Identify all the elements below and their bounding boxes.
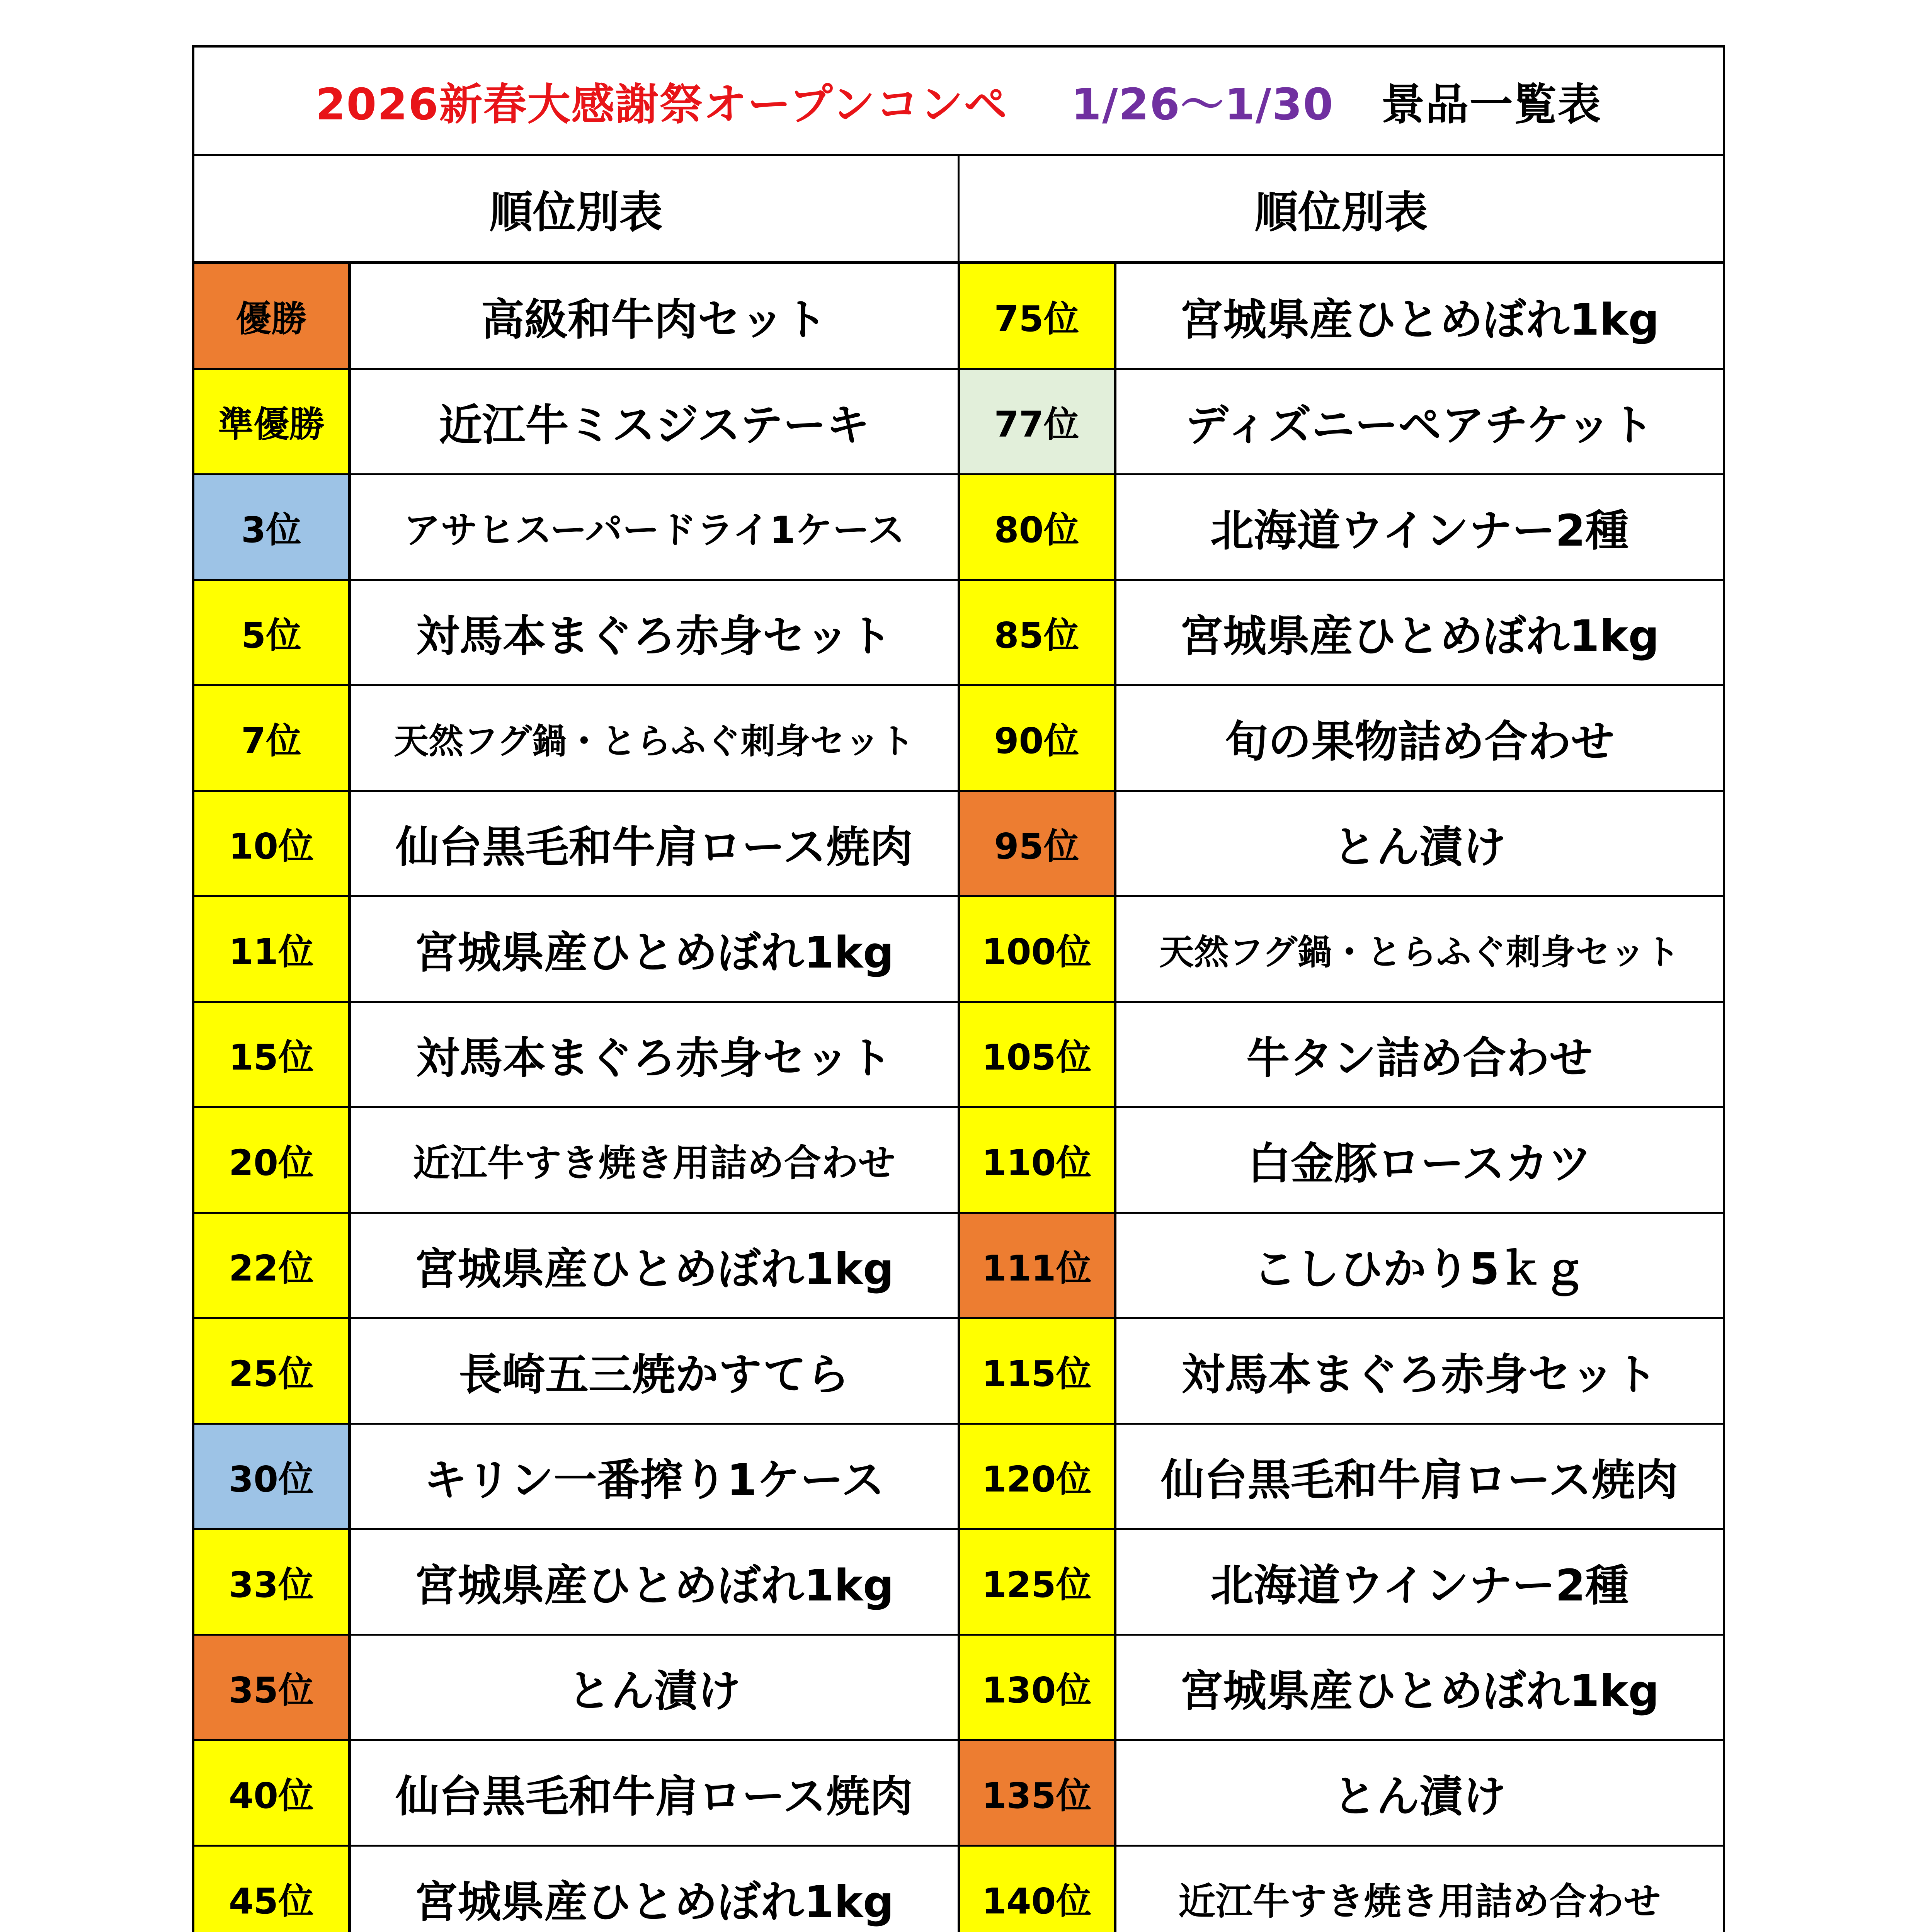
rank-cell: 80位 bbox=[960, 475, 1116, 579]
rank-cell: 22位 bbox=[194, 1214, 351, 1317]
rank-cell: 25位 bbox=[194, 1319, 351, 1423]
rank-cell: 30位 bbox=[194, 1425, 351, 1528]
table-row bbox=[194, 264, 958, 370]
rank-cell: 準優勝 bbox=[194, 370, 351, 473]
prize-cell: 白金豚ロースカツ bbox=[1247, 1138, 1592, 1189]
table-row bbox=[194, 792, 958, 897]
table-row bbox=[960, 1003, 1723, 1108]
table-row bbox=[194, 1319, 958, 1425]
rank-cell: 優勝 bbox=[194, 264, 351, 368]
rank-cell: 110位 bbox=[960, 1108, 1116, 1212]
prize-cell: ディズニーペアチケット bbox=[1185, 400, 1654, 451]
prize-cell: こしひかり5ｋｇ bbox=[1253, 1244, 1586, 1294]
prize-cell: 宮城県産ひとめぼれ1kg bbox=[1179, 1666, 1659, 1716]
prize-cell: 宮城県産ひとめぼれ1kg bbox=[414, 1560, 894, 1611]
rank-cell: 45位 bbox=[194, 1847, 351, 1932]
rank-cell: 125位 bbox=[960, 1530, 1116, 1634]
rank-cell: 90位 bbox=[960, 686, 1116, 790]
table-row bbox=[960, 1530, 1723, 1636]
prize-cell: とん漬け bbox=[1333, 822, 1506, 872]
rank-cell: 75位 bbox=[960, 264, 1116, 368]
prize-cell: 対馬本まぐろ赤身セット bbox=[416, 1033, 892, 1083]
table-row bbox=[194, 1530, 958, 1636]
ranking-grid bbox=[194, 264, 1723, 1932]
rank-cell: 11位 bbox=[194, 897, 351, 1001]
prize-cell: 北海道ウインナー2種 bbox=[1210, 1560, 1629, 1611]
rank-cell: 100位 bbox=[960, 897, 1116, 1001]
table-row bbox=[194, 1847, 958, 1932]
table-row bbox=[960, 1425, 1723, 1530]
rank-cell: 33位 bbox=[194, 1530, 351, 1634]
rank-cell: 40位 bbox=[194, 1741, 351, 1845]
rank-cell: 140位 bbox=[960, 1847, 1116, 1932]
table-row bbox=[960, 264, 1723, 370]
rank-cell: 15位 bbox=[194, 1003, 351, 1106]
table-row bbox=[194, 475, 958, 581]
title-sub: 景品一覧表 bbox=[1381, 79, 1602, 130]
table-row bbox=[960, 792, 1723, 897]
table-row bbox=[960, 1636, 1723, 1741]
table-row bbox=[960, 1214, 1723, 1319]
table-row bbox=[960, 1741, 1723, 1847]
rank-cell: 85位 bbox=[960, 581, 1116, 684]
rank-cell: 20位 bbox=[194, 1108, 351, 1212]
prize-cell: 仙台黒毛和牛肩ロース焼肉 bbox=[395, 1771, 913, 1822]
table-row bbox=[194, 1636, 958, 1741]
table-row bbox=[194, 1741, 958, 1847]
table-row bbox=[194, 686, 958, 792]
rank-cell: 130位 bbox=[960, 1636, 1116, 1739]
prize-cell: 宮城県産ひとめぼれ1kg bbox=[1179, 611, 1659, 662]
rank-cell: 105位 bbox=[960, 1003, 1116, 1106]
prize-cell: 仙台黒毛和牛肩ロース焼肉 bbox=[395, 822, 913, 872]
rank-cell: 7位 bbox=[194, 686, 351, 790]
prize-cell: 近江牛ミスジステーキ bbox=[439, 400, 870, 451]
title-date: 1/26～1/30 bbox=[1071, 79, 1334, 130]
table-row bbox=[194, 370, 958, 475]
prize-cell: 近江牛すき焼き用詰め合わせ bbox=[1178, 1879, 1661, 1923]
table-row bbox=[960, 897, 1723, 1003]
header-left: 順位別表 bbox=[194, 156, 960, 261]
table-row bbox=[194, 897, 958, 1003]
rank-cell: 115位 bbox=[960, 1319, 1116, 1423]
prize-cell: 牛タン詰め合わせ bbox=[1246, 1033, 1593, 1083]
rank-cell: 5位 bbox=[194, 581, 351, 684]
prize-cell: 宮城県産ひとめぼれ1kg bbox=[414, 1877, 894, 1927]
prize-cell: 長崎五三焼かすてら bbox=[459, 1349, 850, 1400]
prize-cell: 天然フグ鍋・とらふぐ刺身セット bbox=[1159, 932, 1680, 973]
table-row bbox=[960, 581, 1723, 686]
prize-cell: とん漬け bbox=[567, 1666, 741, 1716]
prize-cell: 対馬本まぐろ赤身セット bbox=[416, 611, 892, 662]
rank-cell: 3位 bbox=[194, 475, 351, 579]
rank-cell: 135位 bbox=[960, 1741, 1116, 1845]
rank-cell: 120位 bbox=[960, 1425, 1116, 1528]
prize-cell: 天然フグ鍋・とらふぐ刺身セット bbox=[394, 721, 915, 762]
table-row bbox=[960, 1847, 1723, 1932]
prize-cell: 高級和牛肉セット bbox=[481, 294, 827, 345]
rank-cell: 35位 bbox=[194, 1636, 351, 1739]
table-row bbox=[960, 475, 1723, 581]
prize-cell: キリン一番搾り1ケース bbox=[424, 1455, 885, 1505]
prize-cell: 仙台黒毛和牛肩ロース焼肉 bbox=[1161, 1455, 1678, 1505]
rank-cell: 77位 bbox=[960, 370, 1116, 473]
table-row bbox=[960, 1108, 1723, 1214]
rank-cell: 10位 bbox=[194, 792, 351, 895]
table-row bbox=[960, 370, 1723, 475]
header-right: 順位別表 bbox=[1254, 187, 1428, 238]
table-row bbox=[194, 1003, 958, 1108]
prize-cell: アサヒスーパードライ1ケース bbox=[403, 508, 905, 552]
table-row bbox=[194, 1214, 958, 1319]
table-row bbox=[194, 1425, 958, 1530]
prize-cell: 対馬本まぐろ赤身セット bbox=[1181, 1349, 1658, 1400]
title-row bbox=[194, 48, 1723, 156]
table-row bbox=[194, 581, 958, 686]
left-column bbox=[194, 264, 960, 1932]
right-column bbox=[960, 264, 1723, 1932]
rank-cell: 95位 bbox=[960, 792, 1116, 895]
prize-cell: 旬の果物詰め合わせ bbox=[1225, 716, 1615, 767]
title-main: 2026新春大感謝祭オープンコンペ bbox=[315, 79, 1008, 130]
table-row bbox=[194, 1108, 958, 1214]
prize-cell: 宮城県産ひとめぼれ1kg bbox=[1179, 294, 1659, 345]
rank-cell: 111位 bbox=[960, 1214, 1116, 1317]
prize-cell: 宮城県産ひとめぼれ1kg bbox=[414, 927, 894, 978]
table-row bbox=[960, 686, 1723, 792]
prize-cell: とん漬け bbox=[1333, 1771, 1506, 1822]
prize-list-table bbox=[192, 45, 1725, 1932]
prize-cell: 北海道ウインナー2種 bbox=[1210, 505, 1629, 556]
prize-cell: 近江牛すき焼き用詰め合わせ bbox=[413, 1141, 895, 1185]
header-row bbox=[194, 156, 1723, 264]
prize-cell: 宮城県産ひとめぼれ1kg bbox=[414, 1244, 894, 1294]
table-row bbox=[960, 1319, 1723, 1425]
